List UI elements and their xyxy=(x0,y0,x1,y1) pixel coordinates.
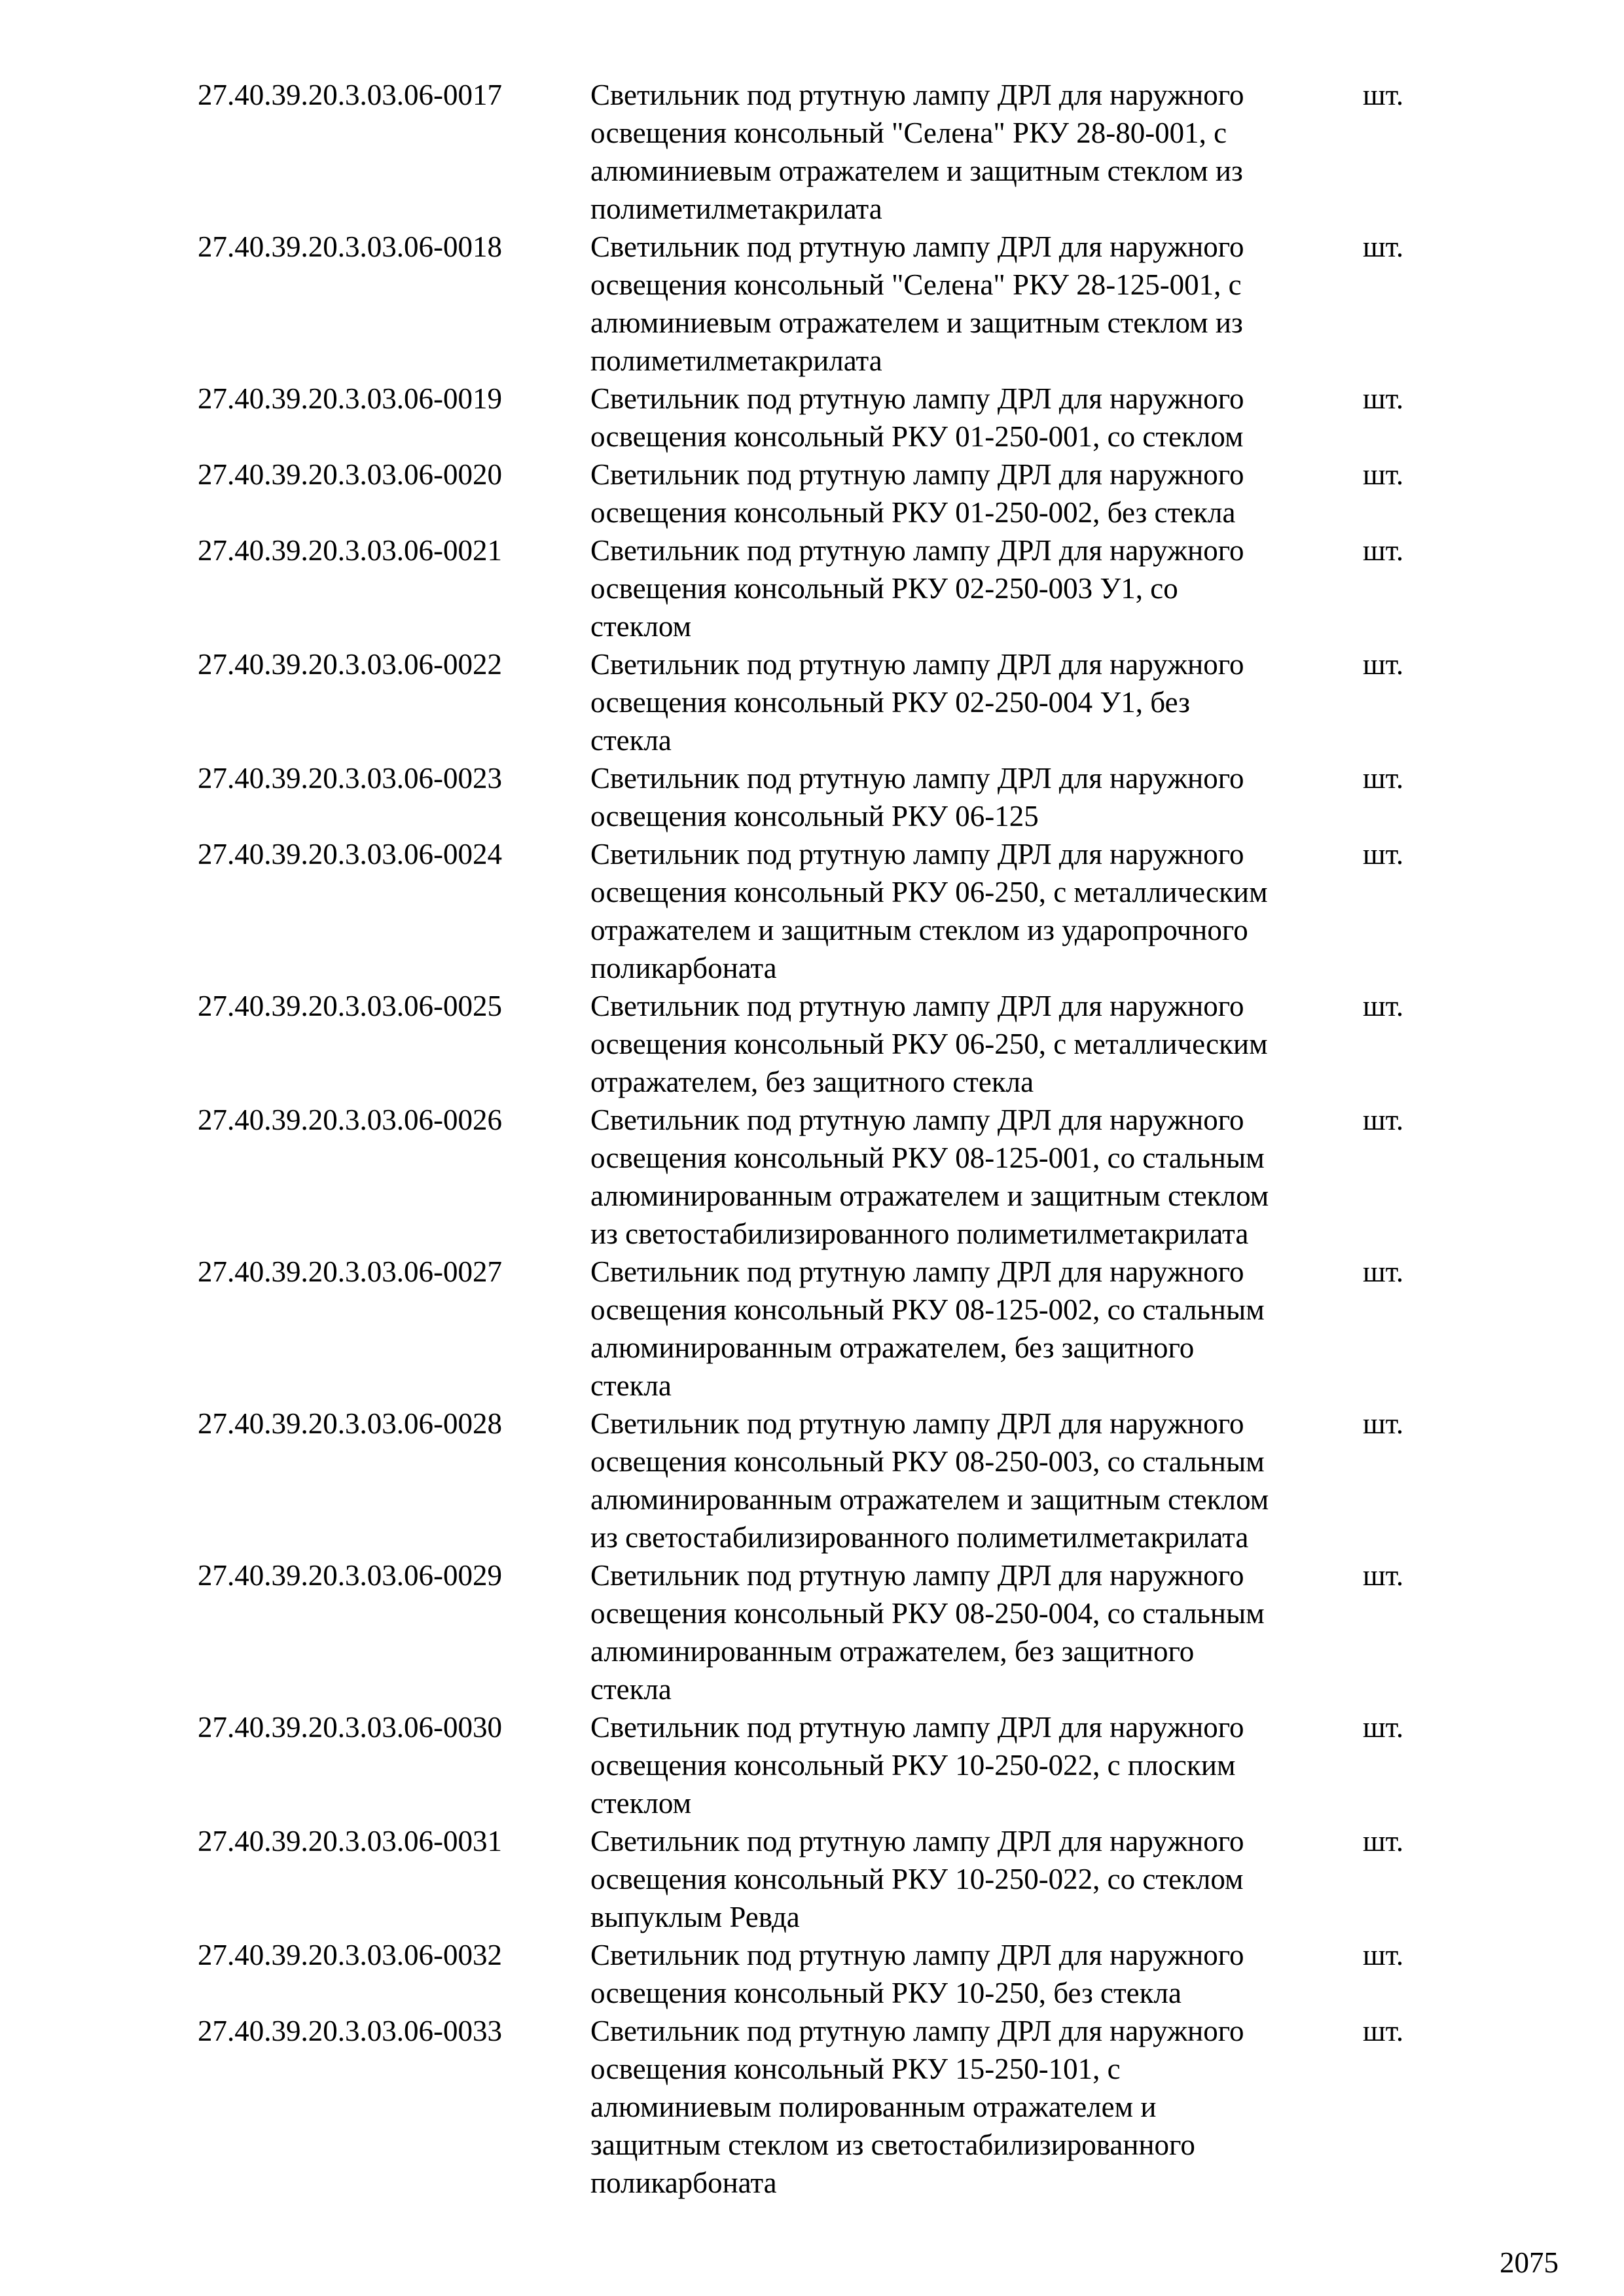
resource-code: 27.40.39.20.3.03.06-0032 xyxy=(198,1939,502,1971)
description-line: Светильник под ртутную лампу ДРЛ для наружного xyxy=(590,1825,1244,1857)
resource-code: 27.40.39.20.3.03.06-0018 xyxy=(198,230,502,263)
description-line: алюминированным отражателем и защитным стеклом xyxy=(590,1179,1269,1212)
description-line: Светильник под ртутную лампу ДРЛ для наружного xyxy=(590,648,1244,681)
description-line: Светильник под ртутную лампу ДРЛ для наружного xyxy=(590,2015,1244,2047)
unit-of-measure: шт. xyxy=(1363,79,1404,111)
resource-description xyxy=(590,645,1363,759)
resource-code: 27.40.39.20.3.03.06-0019 xyxy=(198,382,502,415)
description-line: освещения консольный РКУ 06-125 xyxy=(590,800,1039,833)
description-line: Светильник под ртутную лампу ДРЛ для наружного xyxy=(590,230,1244,263)
resource-description xyxy=(590,456,1363,531)
description-line: алюминиевым отражателем и защитным стеклом из xyxy=(590,306,1243,339)
description-line: Светильник под ртутную лампу ДРЛ для наружного xyxy=(590,838,1244,870)
resource-code: 27.40.39.20.3.03.06-0022 xyxy=(198,648,502,681)
description-line: Светильник под ртутную лампу ДРЛ для наружного xyxy=(590,382,1244,415)
description-line: Светильник под ртутную лампу ДРЛ для наружного xyxy=(590,990,1244,1022)
description-line: освещения консольный РКУ 08-250-003, со стальным xyxy=(590,1445,1265,1478)
description-line: алюминиевым полированным отражателем и xyxy=(590,2090,1157,2123)
description-line: стекла xyxy=(590,1369,672,1402)
description-line: стеклом xyxy=(590,610,692,643)
unit-of-measure: шт. xyxy=(1363,1939,1404,1971)
description-line: Светильник под ртутную лампу ДРЛ для наружного xyxy=(590,79,1244,111)
resource-code: 27.40.39.20.3.03.06-0031 xyxy=(198,1825,502,1857)
description-line: освещения консольный РКУ 08-250-004, со стальным xyxy=(590,1597,1265,1630)
unit-of-measure: шт. xyxy=(1363,1711,1404,1744)
description-line: Светильник под ртутную лампу ДРЛ для наружного xyxy=(590,1407,1244,1440)
description-line: освещения консольный РКУ 10-250, без стекла xyxy=(590,1977,1182,2009)
table-row xyxy=(198,645,1441,759)
description-line: полиметилметакрилата xyxy=(590,192,882,225)
unit-of-measure: шт. xyxy=(1363,382,1404,415)
table-row xyxy=(198,228,1441,380)
resource-code: 27.40.39.20.3.03.06-0027 xyxy=(198,1255,502,1288)
resource-code: 27.40.39.20.3.03.06-0026 xyxy=(198,1103,502,1136)
description-line: выпуклым Ревда xyxy=(590,1901,800,1933)
description-line: защитным стеклом из светостабилизированного xyxy=(590,2128,1195,2161)
description-line: Светильник под ртутную лампу ДРЛ для наружного xyxy=(590,1103,1244,1136)
description-line: Светильник под ртутную лампу ДРЛ для наружного xyxy=(590,1939,1244,1971)
table-row xyxy=(198,531,1441,645)
description-line: алюминиевым отражателем и защитным стеклом из xyxy=(590,154,1243,187)
description-line: Светильник под ртутную лампу ДРЛ для наружного xyxy=(590,1255,1244,1288)
unit-of-measure: шт. xyxy=(1363,762,1404,795)
description-line: полиметилметакрилата xyxy=(590,344,882,377)
description-line: освещения консольный "Селена" РКУ 28-80-001, с xyxy=(590,117,1227,149)
description-line: отражателем, без защитного стекла xyxy=(590,1066,1034,1098)
table-row xyxy=(198,1936,1441,2012)
resource-description xyxy=(590,76,1363,228)
resource-description xyxy=(590,1556,1363,1708)
unit-of-measure: шт. xyxy=(1363,2015,1404,2047)
unit-of-measure: шт. xyxy=(1363,838,1404,870)
resource-description xyxy=(590,1101,1363,1253)
price-list-table xyxy=(198,76,1441,2202)
description-line: из светостабилизированного полиметилметакрилата xyxy=(590,1521,1249,1554)
resource-description xyxy=(590,1936,1363,2012)
table-row xyxy=(198,987,1441,1101)
description-line: стекла xyxy=(590,724,672,757)
description-line: Светильник под ртутную лампу ДРЛ для наружного xyxy=(590,1711,1244,1744)
description-line: освещения консольный РКУ 08-125-002, со стальным xyxy=(590,1293,1265,1326)
unit-of-measure: шт. xyxy=(1363,648,1404,681)
resource-code: 27.40.39.20.3.03.06-0020 xyxy=(198,458,502,491)
resource-code: 27.40.39.20.3.03.06-0029 xyxy=(198,1559,502,1592)
resource-code: 27.40.39.20.3.03.06-0028 xyxy=(198,1407,502,1440)
unit-of-measure: шт. xyxy=(1363,1825,1404,1857)
description-line: Светильник под ртутную лампу ДРЛ для наружного xyxy=(590,534,1244,567)
table-row xyxy=(198,76,1441,228)
description-line: Светильник под ртутную лампу ДРЛ для наружного xyxy=(590,1559,1244,1592)
resource-code: 27.40.39.20.3.03.06-0030 xyxy=(198,1711,502,1744)
table-row xyxy=(198,1708,1441,1822)
table-row xyxy=(198,1253,1441,1405)
resource-code: 27.40.39.20.3.03.06-0017 xyxy=(198,79,502,111)
description-line: Светильник под ртутную лампу ДРЛ для наружного xyxy=(590,762,1244,795)
description-line: освещения консольный РКУ 06-250, с металлическим xyxy=(590,1028,1268,1060)
unit-of-measure: шт. xyxy=(1363,1255,1404,1288)
description-line: поликарбоната xyxy=(590,2166,777,2199)
description-line: Светильник под ртутную лампу ДРЛ для наружного xyxy=(590,458,1244,491)
resource-code: 27.40.39.20.3.03.06-0021 xyxy=(198,534,502,567)
resource-description xyxy=(590,759,1363,835)
description-line: освещения консольный РКУ 10-250-022, с плоским xyxy=(590,1749,1236,1782)
description-line: освещения консольный "Селена" РКУ 28-125-001, с xyxy=(590,268,1242,301)
resource-description xyxy=(590,380,1363,456)
table-row xyxy=(198,2012,1441,2202)
resource-code: 27.40.39.20.3.03.06-0033 xyxy=(198,2015,502,2047)
description-line: освещения консольный РКУ 01-250-002, без стекла xyxy=(590,496,1236,529)
description-line: поликарбоната xyxy=(590,952,777,984)
resource-description xyxy=(590,987,1363,1101)
description-line: освещения консольный РКУ 10-250-022, со стеклом xyxy=(590,1863,1244,1895)
description-line: освещения консольный РКУ 02-250-004 У1, без xyxy=(590,686,1190,719)
unit-of-measure: шт. xyxy=(1363,1559,1404,1592)
table-row xyxy=(198,380,1441,456)
resource-description xyxy=(590,1708,1363,1822)
page-number: 2075 xyxy=(1500,2246,1559,2279)
table-row xyxy=(198,1101,1441,1253)
table-row xyxy=(198,1822,1441,1936)
resource-description xyxy=(590,228,1363,380)
description-line: из светостабилизированного полиметилметакрилата xyxy=(590,1217,1249,1250)
description-line: алюминированным отражателем, без защитного xyxy=(590,1635,1195,1668)
description-line: алюминированным отражателем и защитным стеклом xyxy=(590,1483,1269,1516)
description-line: освещения консольный РКУ 01-250-001, со стеклом xyxy=(590,420,1244,453)
table-row xyxy=(198,1405,1441,1556)
unit-of-measure: шт. xyxy=(1363,230,1404,263)
table-row xyxy=(198,1556,1441,1708)
table-row xyxy=(198,759,1441,835)
unit-of-measure: шт. xyxy=(1363,534,1404,567)
resource-description xyxy=(590,1253,1363,1405)
description-line: освещения консольный РКУ 08-125-001, со стальным xyxy=(590,1141,1265,1174)
resource-description xyxy=(590,1822,1363,1936)
resource-code: 27.40.39.20.3.03.06-0024 xyxy=(198,838,502,870)
table-row xyxy=(198,835,1441,987)
resource-description xyxy=(590,835,1363,987)
description-line: освещения консольный РКУ 02-250-003 У1, со xyxy=(590,572,1178,605)
unit-of-measure: шт. xyxy=(1363,458,1404,491)
resource-description xyxy=(590,2012,1363,2202)
unit-of-measure: шт. xyxy=(1363,1407,1404,1440)
description-line: стеклом xyxy=(590,1787,692,1820)
description-line: стекла xyxy=(590,1673,672,1706)
resource-description xyxy=(590,531,1363,645)
resource-code: 27.40.39.20.3.03.06-0023 xyxy=(198,762,502,795)
unit-of-measure: шт. xyxy=(1363,1103,1404,1136)
table-row xyxy=(198,456,1441,531)
description-line: отражателем и защитным стеклом из ударопрочного xyxy=(590,914,1248,946)
unit-of-measure: шт. xyxy=(1363,990,1404,1022)
resource-code: 27.40.39.20.3.03.06-0025 xyxy=(198,990,502,1022)
description-line: алюминированным отражателем, без защитного xyxy=(590,1331,1195,1364)
resource-description xyxy=(590,1405,1363,1556)
description-line: освещения консольный РКУ 06-250, с металлическим xyxy=(590,876,1268,908)
description-line: освещения консольный РКУ 15-250-101, с xyxy=(590,2053,1121,2085)
